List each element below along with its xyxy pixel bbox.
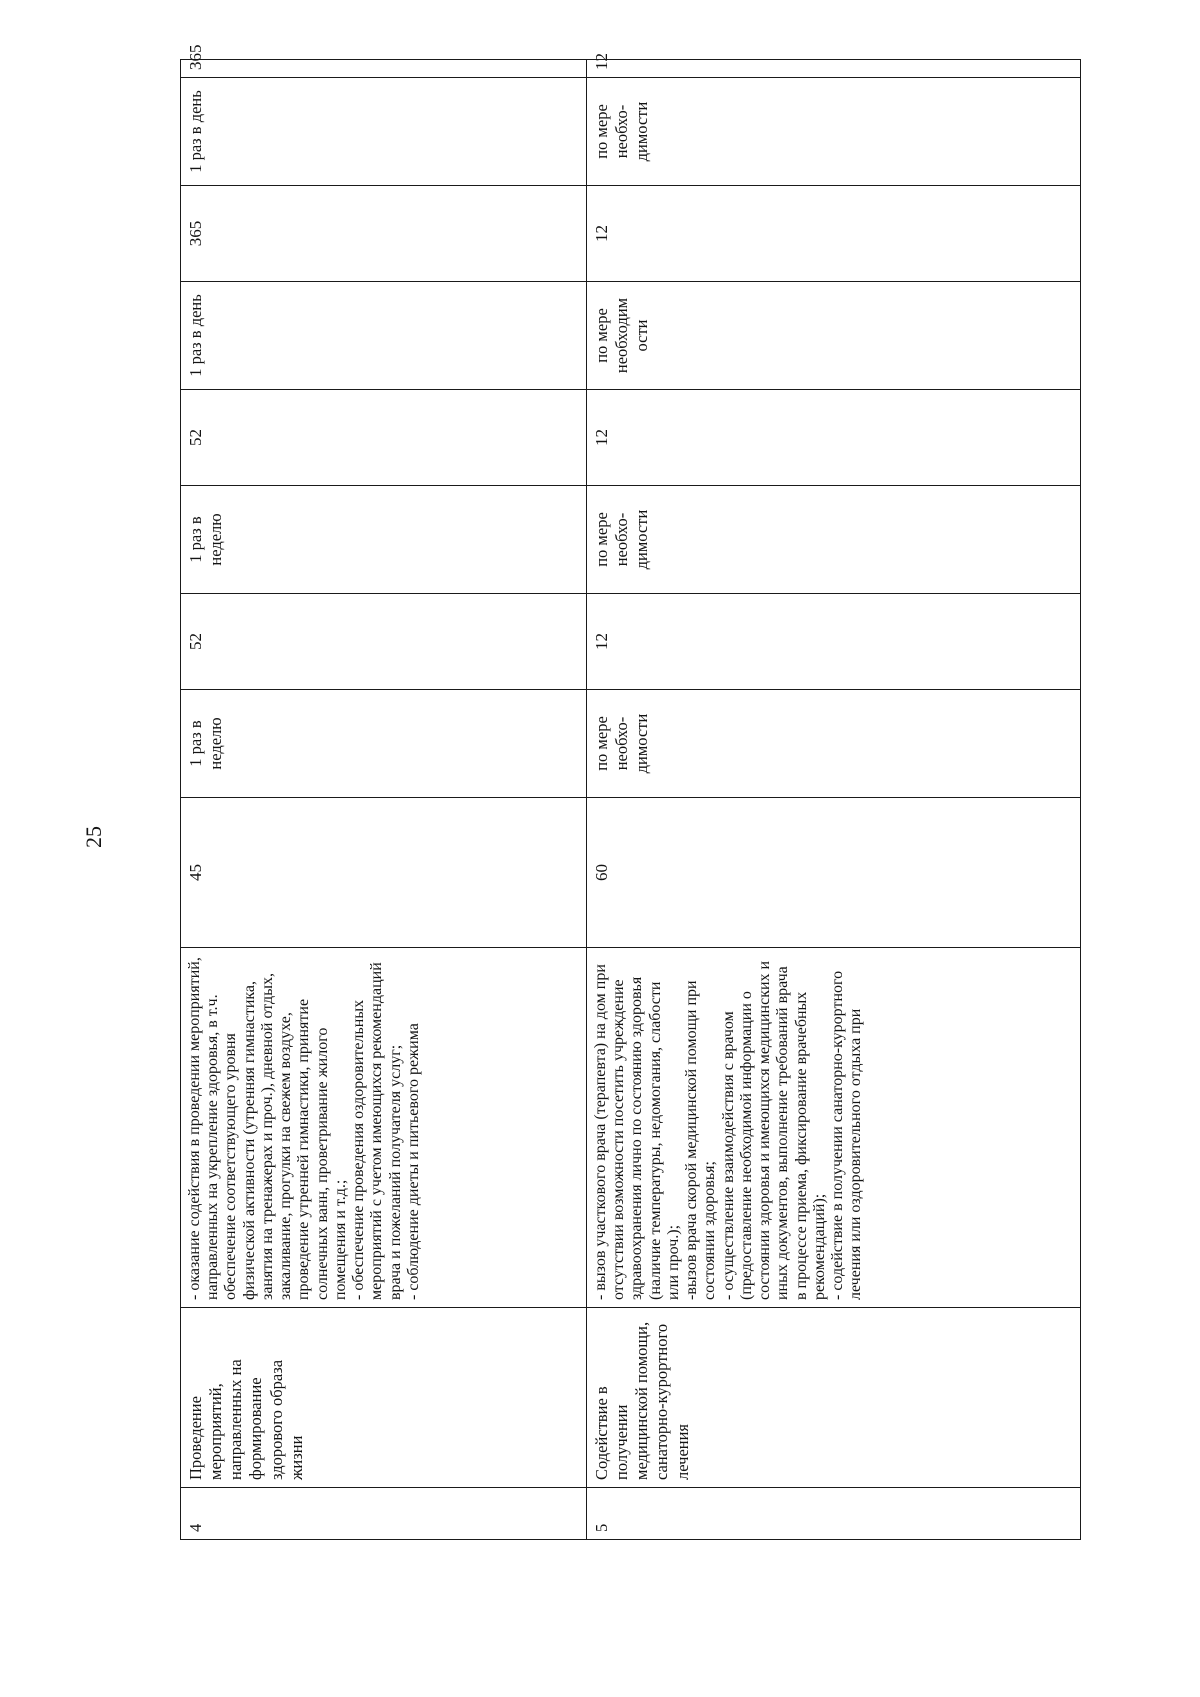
service-time: 60: [587, 798, 1081, 948]
volume-cell: 12: [587, 60, 1081, 78]
volume-cell: 12: [587, 594, 1081, 690]
periodicity-cell: 1 раз в неделю: [181, 690, 587, 798]
row-number: 5: [587, 1488, 1081, 1540]
volume-cell: 52: [181, 594, 587, 690]
service-time: 45: [181, 798, 587, 948]
services-table: [180, 44, 1081, 1540]
periodicity-cell: 1 раз в день: [181, 282, 587, 390]
service-description: - вызов участкового врача (терапевта) на дом при отсутствии возможности посетить учреждение здравоохранения лично по состоянию здоровья (наличие температуры, недомогания, слабости или проч.); -вызов врача скорой медицинской помощи при состоянии здоровья; - осуществление взаимодействия с врачом (предоставление необходимой информации о состоянии здоровья и имеющихся медицинских и иных документов, выполнение требований врача в процессе приема, фиксирование врачебных рекомендаций); - содействие в получении санаторно-курортного лечения или оздоровительного отдыха при: [587, 948, 1081, 1308]
volume-cell: 365: [181, 60, 587, 78]
periodicity-cell: по мере необхо-димости: [587, 690, 1081, 798]
services-table-rotated: [180, 44, 1080, 1540]
periodicity-cell: по мере необхо-димости: [587, 78, 1081, 186]
page-number: 25: [81, 826, 106, 848]
volume-cell: 52: [181, 390, 587, 486]
volume-cell: 12: [587, 186, 1081, 282]
periodicity-cell: 1 раз в день: [181, 78, 587, 186]
row-number: 4: [181, 1488, 587, 1540]
volume-cell: 12: [587, 390, 1081, 486]
periodicity-cell: по мере необхо-димости: [587, 486, 1081, 594]
table-row: [587, 60, 1081, 1540]
table-row: [181, 60, 587, 1540]
service-name: Содействие в получении медицинской помощи, санаторно-курортного лечения: [587, 1308, 1081, 1488]
service-name: Проведение мероприятий, направленных на формирование здорового образа жизни: [181, 1308, 587, 1488]
service-description: - оказание содействия в проведении мероприятий, направленных на укрепление здоровья, в т.ч. обеспечение соответствующего уровня физической активности (утренняя гимнастика, занятия на тренажерах и проч.), дневной отдых, закаливание, прогулки на свежем воздухе, проведение утренней гимнастики, принятие солнечных ванн, проветривание жилого помещения и т.д.; - обеспечение проведения оздоровительных мероприятий с учетом имеющихся рекомендаций врача и пожеланий получателя услуг; - соблюдение диеты и питьевого режима: [181, 948, 587, 1308]
volume-cell: 365: [181, 186, 587, 282]
periodicity-cell: 1 раз в неделю: [181, 486, 587, 594]
periodicity-cell: по мере необходим ости: [587, 282, 1081, 390]
